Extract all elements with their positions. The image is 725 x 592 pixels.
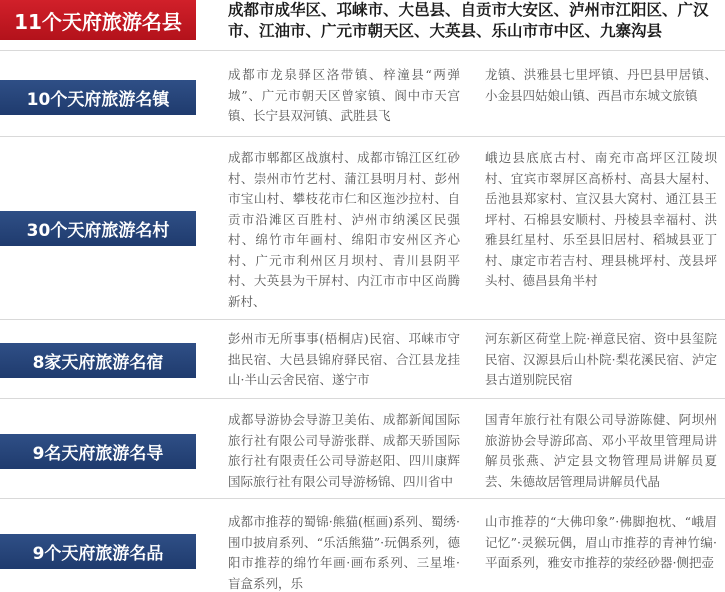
section-towns — [0, 50, 725, 136]
section-counties — [0, 0, 725, 50]
section-text-guides-right: 国青年旅行社有限公司导游陈健、阿坝州旅游协会导游邱高、邓小平故里管理局讲解员张燕、泸定县文物管理局讲解员夏芸、朱德故居管理局讲解员代晶 — [485, 412, 717, 489]
section-text-towns-right: 龙镇、洪雅县七里坪镇、丹巴县甲居镇、小金县四姑娘山镇、西昌市东城文旅镇 — [485, 67, 717, 103]
section-text-villages-left: 成都市郫都区战旗村、成都市锦江区红砂村、崇州市竹艺村、蒲江县明月村、彭州市宝山村、攀枝花市仁和区迤沙拉村、自贡市沿滩区百胜村、泸州市纳溪区民强村、绵竹市年画村、绵阳市安州区齐心村、广元市利州区月坝村、青川县阴平村、大英县为干屏村、内江市市中区尚腾新村、 — [228, 150, 460, 309]
section-label-homestays: 8家天府旅游名宿 — [0, 343, 196, 378]
section-text-homestays-left: 彭州市无所事事(梧桐店)民宿、邛崃市守拙民宿、大邑县锦府驿民宿、合江县龙挂山·半山云舍民宿、遂宁市 — [228, 331, 460, 387]
section-text-products-left: 成都市推荐的蜀锦·熊猫(框画)系列、蜀绣·围巾披肩系列、“乐活熊猫”·玩偶系列，德阳市推荐的绵竹年画·画布系列、三星堆·盲盒系列，乐 — [228, 514, 460, 591]
section-text-counties: 成都市成华区、邛崃市、大邑县、自贡市大安区、泸州市江阳区、广汉市、江油市、广元市朝天区、大英县、乐山市市中区、九寨沟县 — [228, 1, 709, 40]
section-label-products: 9个天府旅游名品 — [0, 534, 196, 569]
section-villages — [0, 136, 725, 319]
section-text-guides-left: 成都导游协会导游卫美佑、成都新闻国际旅行社有限公司导游张群、成都天骄国际旅行社有限责任公司导游赵阳、四川康辉国际旅行社有限公司导游杨锦、四川省中 — [228, 412, 460, 489]
section-text-towns-left: 成都市龙泉驿区洛带镇、梓潼县“两弹城”、广元市朝天区曾家镇、阆中市天宫镇、长宁县双河镇、武胜县飞 — [228, 67, 460, 123]
section-label-guides: 9名天府旅游名导 — [0, 434, 196, 469]
section-label-counties: 11个天府旅游名县 — [0, 0, 196, 40]
section-text-homestays-right: 河东新区荷堂上院·禅意民宿、资中县玺院民宿、汉源县后山朴院·梨花溪民宿、泸定县古道别院民宿 — [485, 331, 717, 387]
section-guides — [0, 398, 725, 498]
section-homestays — [0, 319, 725, 398]
section-label-towns: 10个天府旅游名镇 — [0, 80, 196, 115]
section-label-villages: 30个天府旅游名村 — [0, 211, 196, 246]
section-products — [0, 498, 725, 592]
section-text-products-right: 山市推荐的“大佛印象”·佛脚抱枕、“峨眉记忆”·灵猴玩偶，眉山市推荐的青神竹编·平面系列，雅安市推荐的荥经砂器·侧把壶 — [485, 514, 717, 570]
section-text-villages-right: 峨边县底底古村、南充市高坪区江陵坝村、宜宾市翠屏区高桥村、高县大屋村、岳池县郑家村、宣汉县大窝村、通江县王坪村、石棉县安顺村、丹棱县幸福村、洪雅县红星村、乐至县旧居村、稻城县亚丁村、康定市若吉村、理县桃坪村、茂县坪头村、德昌县角半村 — [485, 150, 717, 288]
